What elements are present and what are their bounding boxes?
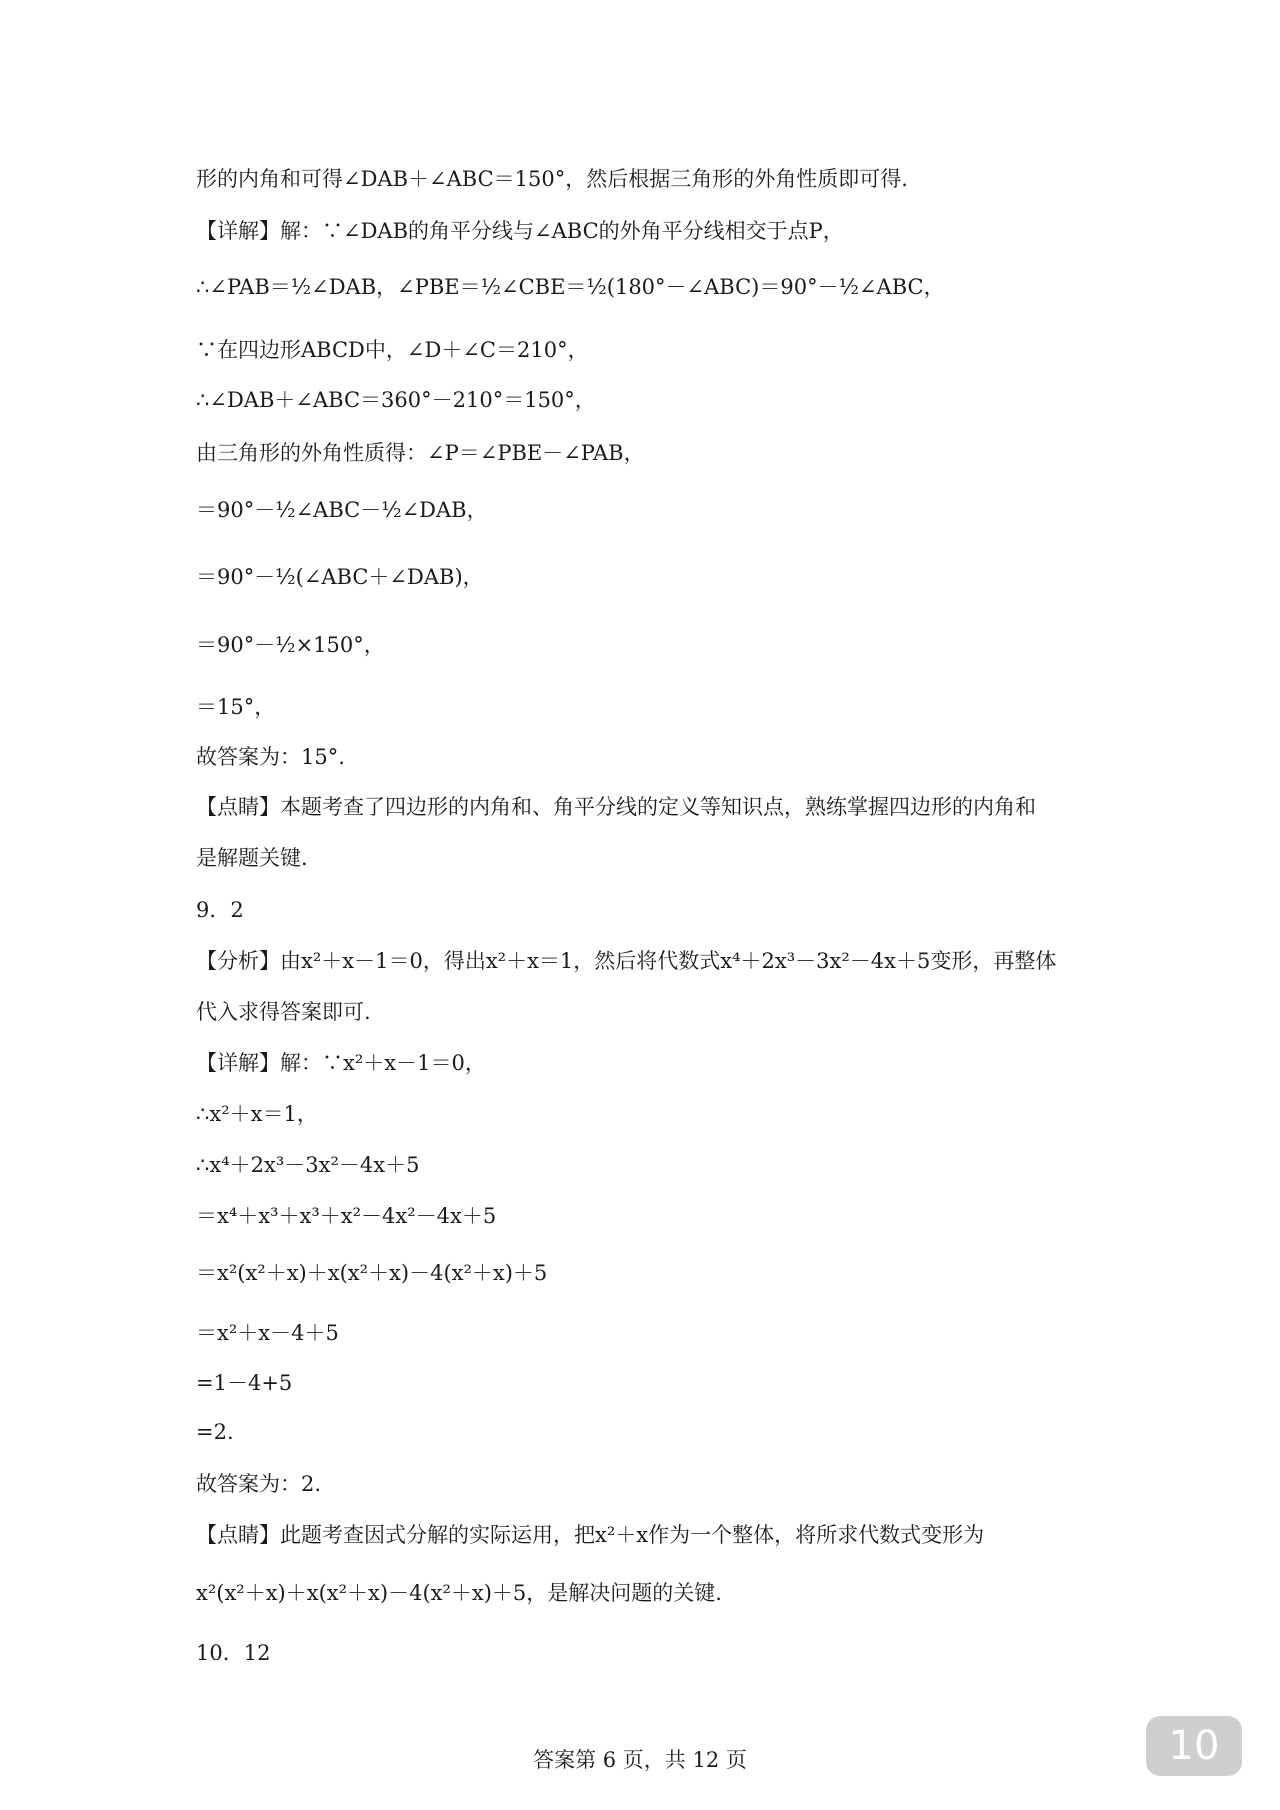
text-line: ＝90°－½×150°， [196,633,385,657]
text-line: ＝15°， [196,695,276,719]
page-number-badge: 10 [1146,1716,1242,1776]
text-line: 故答案为：15°. [196,745,345,769]
text-line: 代入求得答案即可. [196,1000,371,1024]
text-line: 故答案为：2. [196,1472,322,1496]
text-line: ＝x²＋x－4＋5 [196,1321,339,1345]
text-line: ＝x²(x²＋x)＋x(x²＋x)－4(x²＋x)＋5 [196,1261,548,1285]
text-line: 【点睛】此题考查因式分解的实际运用，把x²＋x作为一个整体，将所求代数式变形为 [196,1523,985,1547]
section-number: 10．12 [196,1641,271,1665]
text-line: 由三角形的外角性质得：∠P＝∠PBE－∠PAB， [196,441,645,465]
text-line: 是解题关键. [196,846,308,870]
text-line: ∴x²＋x＝1， [196,1102,318,1126]
text-line: x²(x²＋x)＋x(x²＋x)－4(x²＋x)＋5，是解决问题的关键. [196,1581,722,1605]
page-footer: 答案第 6 页，共 12 页 [533,1748,747,1772]
text-line: ＝90°－½∠ABC－½∠DAB， [196,498,488,522]
text-line: ∴∠PAB＝½∠DAB，∠PBE＝½∠CBE＝½(180°－∠ABC)＝90°－½∠ABC， [196,275,945,299]
text-line: ＝90°－½(∠ABC＋∠DAB)， [196,565,484,589]
text-line: ＝x⁴＋x³＋x³＋x²－4x²－4x＋5 [196,1204,497,1228]
text-line: 【分析】由x²＋x－1＝0，得出x²＋x＝1，然后将代数式x⁴＋2x³－3x²－4x＋5变形，再整体 [196,949,1057,973]
text-line: ∴x⁴＋2x³－3x²－4x＋5 [196,1153,420,1177]
text-line: =1－4+5 [196,1371,293,1395]
text-line: 形的内角和可得∠DAB＋∠ABC＝150°，然后根据三角形的外角性质即可得. [196,167,908,191]
text-line: =2. [196,1420,234,1444]
text-line: 【点睛】本题考查了四边形的内角和、角平分线的定义等知识点，熟练掌握四边形的内角和 [196,795,1036,819]
text-line: ∵在四边形ABCD中，∠D＋∠C＝210°， [196,338,589,362]
section-number: 9．2 [196,898,244,922]
text-line: ∴∠DAB＋∠ABC＝360°－210°＝150°， [196,388,596,412]
text-line: 【详解】解：∵∠DAB的角平分线与∠ABC的外角平分线相交于点P， [196,219,844,243]
text-line: 【详解】解：∵x²＋x－1＝0， [196,1051,486,1075]
